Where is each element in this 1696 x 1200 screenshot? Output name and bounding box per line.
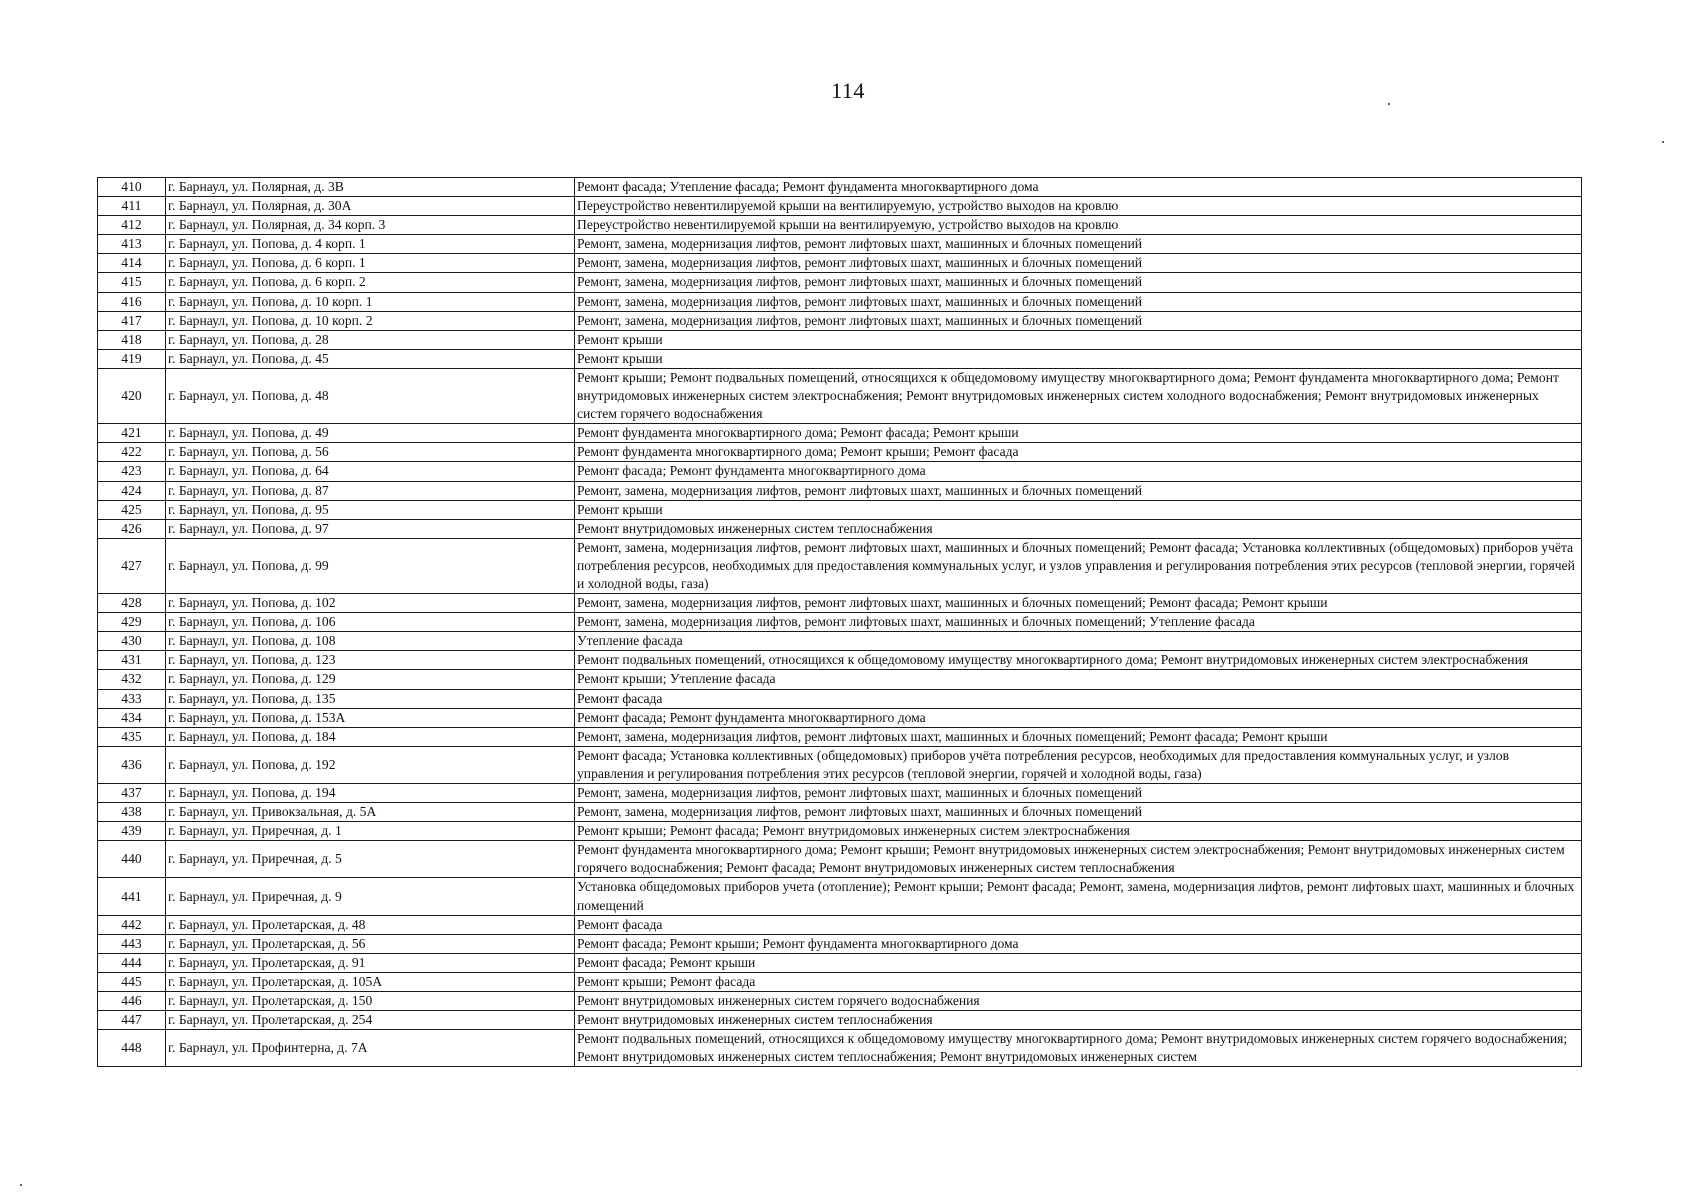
row-number: 448 (98, 1030, 166, 1067)
table-row (98, 424, 1582, 443)
table-row (98, 368, 1582, 423)
table-row (98, 1030, 1582, 1067)
row-works: Ремонт крыши; Утепление фасада (575, 670, 1582, 689)
row-works: Ремонт фасада; Ремонт фундамента многоквартирного дома (575, 708, 1582, 727)
row-works: Ремонт, замена, модернизация лифтов, ремонт лифтовых шахт, машинных и блочных помещений (575, 784, 1582, 803)
row-address: г. Барнаул, ул. Попова, д. 10 корп. 2 (166, 311, 575, 330)
row-number: 434 (98, 708, 166, 727)
row-address: г. Барнаул, ул. Попова, д. 10 корп. 1 (166, 292, 575, 311)
row-address: г. Барнаул, ул. Попова, д. 102 (166, 594, 575, 613)
row-address: г. Барнаул, ул. Попова, д. 106 (166, 613, 575, 632)
row-works: Ремонт фундамента многоквартирного дома; Ремонт крыши; Ремонт внутридомовых инженерных систем электроснабжения; Ремонт внутридомовых инженерных систем горячего водоснабжения; Ремонт фасада; Ремонт внутридомовых инженерных систем теплоснабжения (575, 841, 1582, 878)
page-number: 114 (831, 78, 865, 103)
table-row (98, 746, 1582, 783)
row-number: 424 (98, 481, 166, 500)
row-address: г. Барнаул, ул. Попова, д. 64 (166, 462, 575, 481)
row-address: г. Барнаул, ул. Привокзальная, д. 5А (166, 803, 575, 822)
table-row (98, 443, 1582, 462)
row-works: Ремонт, замена, модернизация лифтов, ремонт лифтовых шахт, машинных и блочных помещений; Утепление фасада (575, 613, 1582, 632)
row-works: Ремонт, замена, модернизация лифтов, ремонт лифтовых шахт, машинных и блочных помещений; Ремонт фасада; Установка коллективных (общедомовых) приборов учёта потребления ресурсов, необходимых для предоставления коммунальных услуг, и узлов управления и регулирования потребления этих ресурсов (тепловой энергии, горячей и холодной воды, газа) (575, 538, 1582, 593)
row-works: Ремонт фасада; Утепление фасада; Ремонт фундамента многоквартирного дома (575, 178, 1582, 197)
table-row (98, 651, 1582, 670)
row-address: г. Барнаул, ул. Пролетарская, д. 105А (166, 972, 575, 991)
row-number: 415 (98, 273, 166, 292)
row-address: г. Барнаул, ул. Попова, д. 56 (166, 443, 575, 462)
row-number: 442 (98, 915, 166, 934)
table-body (98, 178, 1582, 1067)
table-row (98, 216, 1582, 235)
row-address: г. Барнаул, ул. Попова, д. 194 (166, 784, 575, 803)
row-number: 447 (98, 1011, 166, 1030)
table-row (98, 841, 1582, 878)
table-row (98, 519, 1582, 538)
table-row (98, 462, 1582, 481)
scan-speck (20, 1184, 22, 1186)
row-works: Ремонт, замена, модернизация лифтов, ремонт лифтовых шахт, машинных и блочных помещений (575, 803, 1582, 822)
row-number: 412 (98, 216, 166, 235)
table-row (98, 727, 1582, 746)
row-address: г. Барнаул, ул. Попова, д. 28 (166, 330, 575, 349)
table-row (98, 972, 1582, 991)
row-address: г. Барнаул, ул. Попова, д. 95 (166, 500, 575, 519)
row-address: г. Барнаул, ул. Попова, д. 135 (166, 689, 575, 708)
row-number: 432 (98, 670, 166, 689)
row-number: 433 (98, 689, 166, 708)
row-works: Ремонт фасада (575, 915, 1582, 934)
row-works: Ремонт подвальных помещений, относящихся к общедомовому имуществу многоквартирного дома; Ремонт внутридомовых инженерных систем электроснабжения (575, 651, 1582, 670)
row-number: 444 (98, 953, 166, 972)
row-works: Ремонт фундамента многоквартирного дома; Ремонт крыши; Ремонт фасада (575, 443, 1582, 462)
table-row (98, 784, 1582, 803)
table-row (98, 822, 1582, 841)
scan-speck (1662, 141, 1664, 143)
table-row (98, 613, 1582, 632)
row-number: 446 (98, 992, 166, 1011)
row-works: Ремонт фасада; Ремонт фундамента многоквартирного дома (575, 462, 1582, 481)
row-works: Ремонт подвальных помещений, относящихся к общедомовому имуществу многоквартирного дома; Ремонт внутридомовых инженерных систем горячего водоснабжения; Ремонт внутридомовых инженерных систем теплоснабжения; Ремонт внутридомовых инженерных систем (575, 1030, 1582, 1067)
row-number: 441 (98, 878, 166, 915)
table-row (98, 632, 1582, 651)
row-works: Ремонт фасада; Ремонт крыши; Ремонт фундамента многоквартирного дома (575, 934, 1582, 953)
row-works: Ремонт крыши (575, 330, 1582, 349)
row-works: Ремонт крыши; Ремонт подвальных помещений, относящихся к общедомовому имуществу многоквартирного дома; Ремонт фундамента многоквартирного дома; Ремонт внутридомовых инженерных систем электроснабжения; Ремонт внутридомовых инженерных систем холодного водоснабжения; Ремонт внутридомовых инженерных систем горячего водоснабжения (575, 368, 1582, 423)
row-address: г. Барнаул, ул. Пролетарская, д. 150 (166, 992, 575, 1011)
row-number: 438 (98, 803, 166, 822)
row-works: Ремонт, замена, модернизация лифтов, ремонт лифтовых шахт, машинных и блочных помещений; Ремонт фасада; Ремонт крыши (575, 594, 1582, 613)
row-address: г. Барнаул, ул. Полярная, д. 34 корп. 3 (166, 216, 575, 235)
table-row (98, 934, 1582, 953)
row-address: г. Барнаул, ул. Пролетарская, д. 48 (166, 915, 575, 934)
row-number: 420 (98, 368, 166, 423)
row-address: г. Барнаул, ул. Попова, д. 87 (166, 481, 575, 500)
row-number: 425 (98, 500, 166, 519)
row-number: 423 (98, 462, 166, 481)
row-address: г. Барнаул, ул. Профинтерна, д. 7А (166, 1030, 575, 1067)
row-number: 428 (98, 594, 166, 613)
row-address: г. Барнаул, ул. Попова, д. 6 корп. 2 (166, 273, 575, 292)
row-works: Ремонт, замена, модернизация лифтов, ремонт лифтовых шахт, машинных и блочных помещений (575, 481, 1582, 500)
row-works: Ремонт фундамента многоквартирного дома; Ремонт фасада; Ремонт крыши (575, 424, 1582, 443)
table-row (98, 708, 1582, 727)
row-number: 418 (98, 330, 166, 349)
row-number: 445 (98, 972, 166, 991)
table-row (98, 500, 1582, 519)
row-works: Ремонт фасада (575, 689, 1582, 708)
row-number: 443 (98, 934, 166, 953)
row-address: г. Барнаул, ул. Пролетарская, д. 91 (166, 953, 575, 972)
row-works: Ремонт крыши; Ремонт фасада (575, 972, 1582, 991)
row-address: г. Барнаул, ул. Приречная, д. 5 (166, 841, 575, 878)
row-address: г. Барнаул, ул. Приречная, д. 9 (166, 878, 575, 915)
row-works: Ремонт фасада; Ремонт крыши (575, 953, 1582, 972)
row-address: г. Барнаул, ул. Попова, д. 108 (166, 632, 575, 651)
scan-speck (1388, 103, 1390, 105)
row-address: г. Барнаул, ул. Попова, д. 97 (166, 519, 575, 538)
row-number: 416 (98, 292, 166, 311)
table-row (98, 273, 1582, 292)
table-row (98, 311, 1582, 330)
row-number: 413 (98, 235, 166, 254)
row-works: Ремонт, замена, модернизация лифтов, ремонт лифтовых шахт, машинных и блочных помещений (575, 235, 1582, 254)
row-number: 421 (98, 424, 166, 443)
table-row (98, 992, 1582, 1011)
table-row (98, 1011, 1582, 1030)
table-row (98, 953, 1582, 972)
table-row (98, 538, 1582, 593)
row-address: г. Барнаул, ул. Попова, д. 49 (166, 424, 575, 443)
row-number: 437 (98, 784, 166, 803)
row-number: 435 (98, 727, 166, 746)
table-row (98, 235, 1582, 254)
row-works: Ремонт, замена, модернизация лифтов, ремонт лифтовых шахт, машинных и блочных помещений (575, 292, 1582, 311)
row-number: 430 (98, 632, 166, 651)
row-address: г. Барнаул, ул. Попова, д. 45 (166, 349, 575, 368)
row-number: 414 (98, 254, 166, 273)
table-row (98, 330, 1582, 349)
row-address: г. Барнаул, ул. Попова, д. 192 (166, 746, 575, 783)
row-works: Переустройство невентилируемой крыши на вентилируемую, устройство выходов на кровлю (575, 216, 1582, 235)
row-address: г. Барнаул, ул. Полярная, д. 30А (166, 197, 575, 216)
table-row (98, 254, 1582, 273)
repair-works-table (97, 177, 1582, 1067)
table-row (98, 915, 1582, 934)
row-address: г. Барнаул, ул. Попова, д. 184 (166, 727, 575, 746)
row-number: 422 (98, 443, 166, 462)
row-number: 419 (98, 349, 166, 368)
row-address: г. Барнаул, ул. Попова, д. 4 корп. 1 (166, 235, 575, 254)
row-address: г. Барнаул, ул. Попова, д. 6 корп. 1 (166, 254, 575, 273)
table-row (98, 349, 1582, 368)
row-works: Утепление фасада (575, 632, 1582, 651)
row-number: 436 (98, 746, 166, 783)
table-row (98, 481, 1582, 500)
row-works: Ремонт внутридомовых инженерных систем теплоснабжения (575, 519, 1582, 538)
row-number: 410 (98, 178, 166, 197)
row-number: 411 (98, 197, 166, 216)
row-works: Ремонт крыши; Ремонт фасада; Ремонт внутридомовых инженерных систем электроснабжения (575, 822, 1582, 841)
row-address: г. Барнаул, ул. Приречная, д. 1 (166, 822, 575, 841)
table-row (98, 689, 1582, 708)
table-row (98, 292, 1582, 311)
row-address: г. Барнаул, ул. Попова, д. 129 (166, 670, 575, 689)
row-works: Ремонт, замена, модернизация лифтов, ремонт лифтовых шахт, машинных и блочных помещений (575, 254, 1582, 273)
row-number: 429 (98, 613, 166, 632)
table-row (98, 878, 1582, 915)
row-address: г. Барнаул, ул. Полярная, д. 3В (166, 178, 575, 197)
table-row (98, 803, 1582, 822)
row-number: 439 (98, 822, 166, 841)
row-number: 417 (98, 311, 166, 330)
row-works: Ремонт, замена, модернизация лифтов, ремонт лифтовых шахт, машинных и блочных помещений (575, 311, 1582, 330)
row-works: Ремонт крыши (575, 349, 1582, 368)
row-works: Ремонт, замена, модернизация лифтов, ремонт лифтовых шахт, машинных и блочных помещений (575, 273, 1582, 292)
row-address: г. Барнаул, ул. Пролетарская, д. 56 (166, 934, 575, 953)
row-works: Ремонт внутридомовых инженерных систем горячего водоснабжения (575, 992, 1582, 1011)
row-address: г. Барнаул, ул. Попова, д. 48 (166, 368, 575, 423)
table-row (98, 594, 1582, 613)
table-row (98, 197, 1582, 216)
row-address: г. Барнаул, ул. Попова, д. 123 (166, 651, 575, 670)
row-number: 427 (98, 538, 166, 593)
row-works: Установка общедомовых приборов учета (отопление); Ремонт крыши; Ремонт фасада; Ремонт, замена, модернизация лифтов, ремонт лифтовых шахт, машинных и блочных помещений (575, 878, 1582, 915)
row-address: г. Барнаул, ул. Попова, д. 153А (166, 708, 575, 727)
row-address: г. Барнаул, ул. Попова, д. 99 (166, 538, 575, 593)
table-row (98, 178, 1582, 197)
row-number: 440 (98, 841, 166, 878)
row-number: 431 (98, 651, 166, 670)
row-works: Переустройство невентилируемой крыши на вентилируемую, устройство выходов на кровлю (575, 197, 1582, 216)
table-row (98, 670, 1582, 689)
row-works: Ремонт крыши (575, 500, 1582, 519)
row-works: Ремонт внутридомовых инженерных систем теплоснабжения (575, 1011, 1582, 1030)
row-address: г. Барнаул, ул. Пролетарская, д. 254 (166, 1011, 575, 1030)
row-works: Ремонт фасада; Установка коллективных (общедомовых) приборов учёта потребления ресурсов, необходимых для предоставления коммунальных услуг, и узлов управления и регулирования потребления этих ресурсов (тепловой энергии, горячей и холодной воды, газа) (575, 746, 1582, 783)
row-number: 426 (98, 519, 166, 538)
row-works: Ремонт, замена, модернизация лифтов, ремонт лифтовых шахт, машинных и блочных помещений; Ремонт фасада; Ремонт крыши (575, 727, 1582, 746)
